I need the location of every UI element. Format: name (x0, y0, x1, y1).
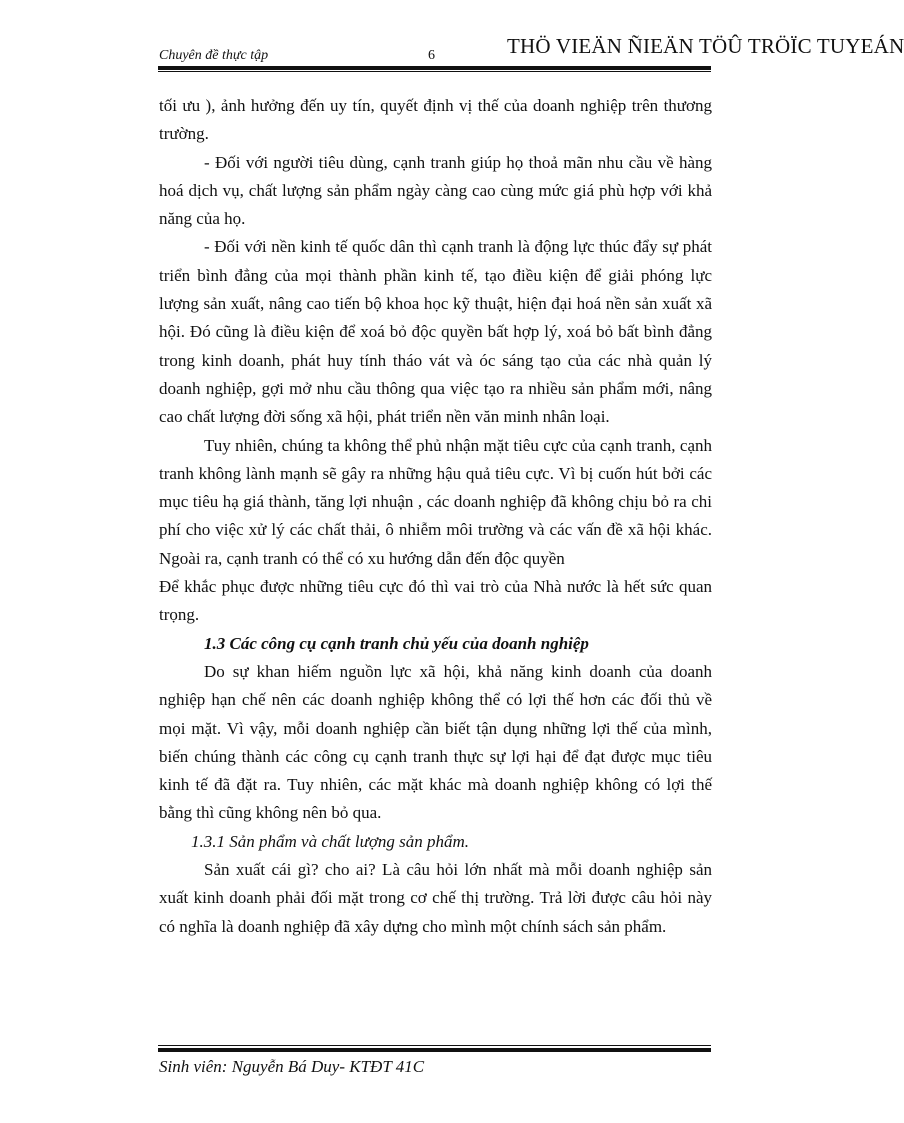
header-banner: THÖ VIEÄN ÑIEÄN TÖÛ TRÖÏC TUYEÁN (507, 34, 904, 58)
subsection-heading: 1.3.1 Sản phẩm và chất lượng sản phẩm. (191, 831, 470, 851)
paragraph: - Đối với người tiêu dùng, cạnh tranh giúp họ thoả mãn nhu cầu về hàng hoá dịch vụ, chất lượng sản phẩm ngày càng cao cùng mức giá phù hợp với khả năng của họ. (159, 152, 712, 229)
paragraph: Sản xuất cái gì? cho ai? Là câu hỏi lớn nhất mà mỗi doanh nghiệp sản xuất kinh doanh phải đối mặt trong cơ chế thị trường. Trả lời được câu hỏi này có nghĩa là doanh nghiệp đã xây dựng cho mình một chính sách sản phẩm. (159, 860, 712, 936)
page-number: 6 (428, 48, 435, 63)
document-body (159, 92, 712, 941)
footer-rule-thick (158, 1048, 711, 1052)
paragraph: tối ưu ), ảnh hưởng đến uy tín, quyết định vị thế của doanh nghiệp trên thương trường. (159, 96, 712, 144)
footer-author: Sinh viên: Nguyễn Bá Duy- KTĐT 41C (159, 1057, 425, 1076)
header-rule-thin (158, 71, 711, 72)
paragraph: Để khắc phục được những tiêu cực đó thì vai trò của Nhà nước là hết sức quan trọng. (159, 577, 712, 625)
header-document-type: Chuyên đề thực tập (159, 48, 269, 63)
paragraph: Tuy nhiên, chúng ta không thể phủ nhận mặt tiêu cực của cạnh tranh, cạnh tranh không lành mạnh sẽ gây ra những hậu quả tiêu cực. Vì bị cuốn hút bởi các mục tiêu hạ giá thành, tăng lợi nhuận , các doanh nghiệp đã không chịu bỏ ra chi phí cho việc xử lý các chất thải, ô nhiễm môi trường và các vấn đề xã hội khác. Ngoài ra, cạnh tranh có thể có xu hướng dẫn đến độc quyền (159, 435, 712, 568)
header-rule-thick (158, 66, 711, 70)
paragraph: - Đối với nền kinh tế quốc dân thì cạnh tranh là động lực thúc đẩy sự phát triển bình đẳng của mọi thành phần kinh tế, tạo điều kiện để giải phóng lực lượng sản xuất, nâng cao tiến bộ khoa học kỹ thuật, hiện đại hoá nền sản xuất xã hội. Đó cũng là điều kiện để xoá bỏ độc quyền bất hợp lý, xoá bỏ bất bình đẳng trong kinh doanh, phát huy tính tháo vát và óc sáng tạo của các nhà quản lý doanh nghiệp, gợi mở nhu cầu thông qua việc tạo ra nhiều sản phẩm mới, nâng cao chất lượng đời sống xã hội, phát triển nền văn minh nhân loại. (159, 237, 712, 427)
section-heading: 1.3 Các công cụ cạnh tranh chủ yếu của doanh nghiệp (204, 633, 589, 653)
paragraph: Do sự khan hiếm nguồn lực xã hội, khả năng kinh doanh của doanh nghiệp hạn chế nên các doanh nghiệp không thể có lợi thế hơn các đối thủ về mọi mặt. Vì vậy, mỗi doanh nghiệp cần biết tận dụng những lợi thế của mình, biến chúng thành các công cụ cạnh tranh thực sự lợi hại để đạt được mục tiêu kinh tế đã đặt ra. Tuy nhiên, các mặt khác mà doanh nghiệp không có lợi thế bằng thì cũng không nên bỏ qua. (159, 661, 712, 823)
footer-rule-thin (158, 1045, 711, 1046)
